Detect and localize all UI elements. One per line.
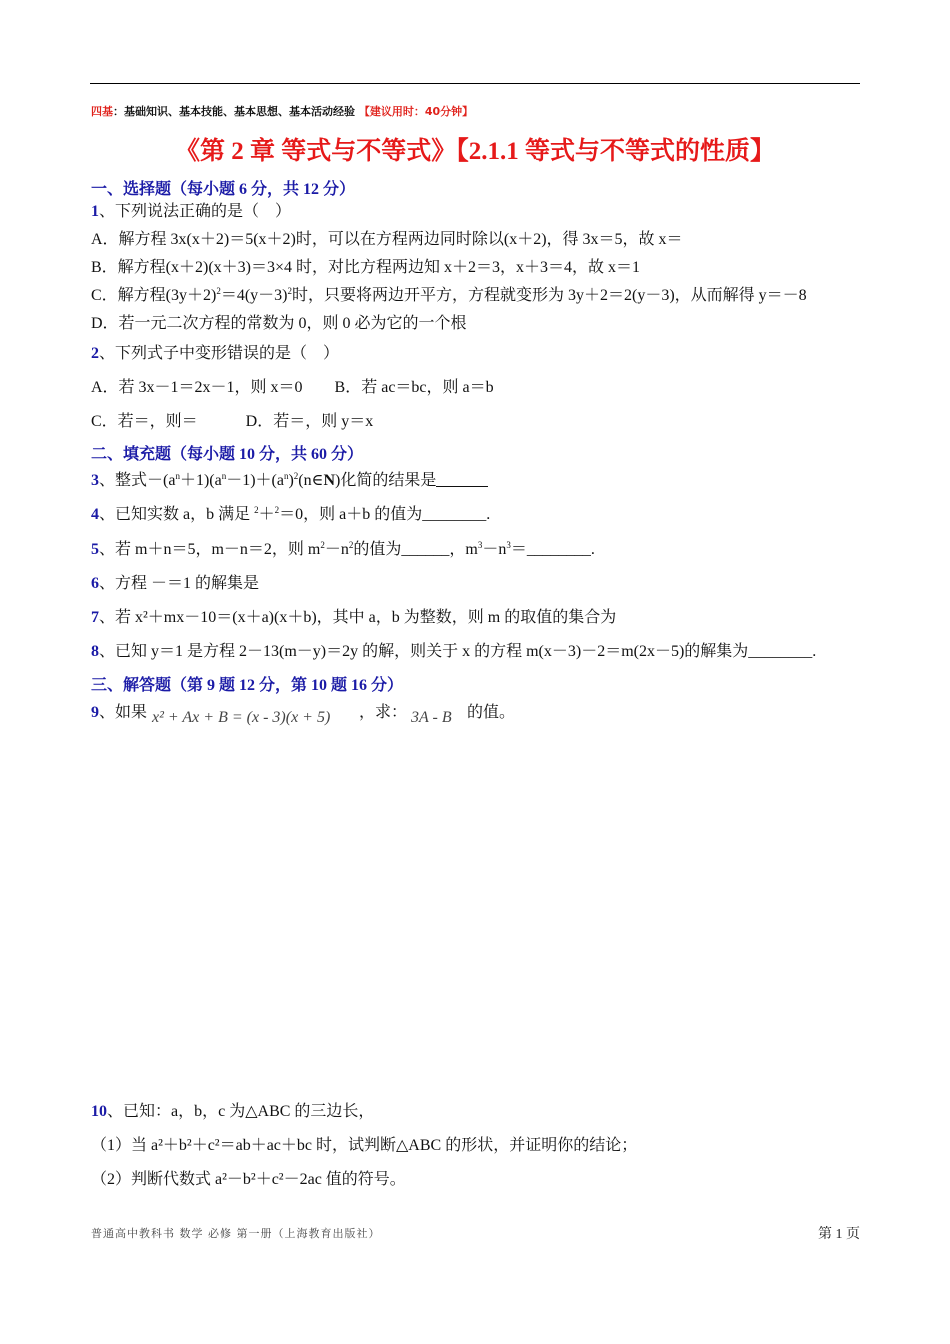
naturals-symbol: N: [323, 472, 336, 489]
tag-time: 【建议用时：40分钟】: [358, 105, 474, 118]
option-c-part: ＝4(y－3): [220, 287, 288, 304]
superscript: 2: [348, 540, 354, 550]
section-heading-answer: 三、解答题（第 9 题 12 分，第 10 题 16 分）: [91, 677, 404, 694]
header-rule: [90, 83, 860, 84]
q5-part: －n: [482, 541, 507, 558]
q10-part-2: （2）判断代数式 a²－b²＋c²－2ac 值的符号。: [91, 1171, 406, 1188]
question-number: 1: [91, 203, 99, 220]
q6-text: 、方程 －＝1 的解集是: [99, 575, 260, 592]
question-5: [91, 536, 595, 559]
q10-text: 、已知：a，b，c 为△ABC 的三边长，: [107, 1103, 375, 1120]
q1-option-d: D．若一元二次方程的常数为 0，则 0 必为它的一个根: [91, 315, 467, 332]
q3-part: －1)＋(a: [226, 472, 284, 489]
q3-part: )化简的结果是: [335, 472, 437, 489]
q4-part: 、已知实数 a，b 满足: [99, 506, 255, 523]
option-c-part: 时，只要将两边开平方，方程就变形为 3y＋2＝2(y－3)，从而解得 y＝－8: [292, 287, 807, 304]
q3-part: ＋1)(a: [179, 472, 222, 489]
section-heading-fill: 二、填充题（每小题 10 分，共 60 分）: [91, 446, 364, 463]
question-8: [91, 638, 816, 661]
q9-part: 、如果: [99, 704, 148, 721]
q9-equation: x² + Ax + B = (x - 3)(x + 5): [152, 709, 331, 726]
footer-book-title: 普通高中教科书 数学 必修 第一册（上海教育出版社）: [91, 1227, 381, 1240]
question-number: 6: [91, 575, 99, 592]
question-number: 9: [91, 704, 99, 721]
superscript: n: [283, 471, 289, 481]
question-7: [91, 604, 616, 627]
superscript: 2: [293, 471, 299, 481]
question-number: 10: [91, 1103, 107, 1120]
question-number: 3: [91, 472, 99, 489]
page-title: 《第 2 章 等式与不等式》【2.1.1 等式与不等式的性质】: [174, 138, 775, 165]
q3-part: ): [288, 472, 294, 489]
q5-part: －n: [324, 541, 349, 558]
answer-blank: [436, 472, 488, 487]
q7-text: 、若 x²＋mx－10＝(x＋a)(x＋b)，其中 a，b 为整数，则 m 的取值的集合为: [99, 609, 617, 626]
option-c-part: C．解方程(3y＋2): [91, 287, 217, 304]
superscript: n: [175, 471, 180, 481]
question-10-stem: [91, 1098, 374, 1121]
q8-text: 、已知 y＝1 是方程 2－13(m－y)＝2y 的解，则关于 x 的方程 m(x－3)－2＝m(2x－5)的解集为________.: [99, 643, 817, 660]
superscript: n: [221, 471, 227, 481]
superscript: 2: [254, 505, 259, 515]
q1-option-c: [91, 282, 807, 305]
section-heading-choice: 一、选择题（每小题 6 分，共 12 分）: [91, 181, 356, 198]
q5-part: 、若 m＋n＝5，m－n＝2，则 m: [99, 541, 321, 558]
question-6: [91, 570, 259, 593]
question-text: 、下列式子中变形错误的是（ ）: [99, 345, 340, 362]
superscript: 2: [216, 286, 221, 296]
q5-part: 的值为______，m: [353, 541, 478, 558]
superscript: 2: [320, 540, 325, 550]
question-number: 7: [91, 609, 99, 626]
tag-label: 四基: [91, 105, 113, 118]
q2-options-ab: A．若 3x－1＝2x－1，则 x＝0 B．若 ac＝bc，则 a＝b: [91, 379, 494, 396]
q9-expression: 3A - B: [411, 709, 452, 726]
superscript: 3: [477, 540, 483, 550]
q2-options-cd: C．若＝，则＝ D．若＝，则 y＝x: [91, 413, 374, 430]
question-4: [91, 501, 490, 524]
q3-part: 、整式－(a: [99, 472, 176, 489]
question-text: 、下列说法正确的是（ ）: [99, 203, 292, 220]
superscript: 2: [287, 286, 293, 296]
page-number: 第 1 页: [818, 1227, 860, 1242]
superscript: 2: [274, 505, 280, 515]
question-number: 4: [91, 506, 99, 523]
question-number: 5: [91, 541, 99, 558]
q1-option-b: B．解方程(x＋2)(x＋3)＝3×4 时，对比方程两边知 x＋2＝3，x＋3＝4，故 x＝1: [91, 259, 641, 276]
question-number: 2: [91, 345, 99, 362]
question-3: [91, 467, 488, 490]
q4-part: ＋: [258, 506, 275, 523]
question-number: 8: [91, 643, 99, 660]
q4-part: ＝0，则 a＋b 的值为________.: [279, 506, 491, 523]
q3-part: (n∈: [298, 472, 324, 489]
question-2-stem: [91, 340, 339, 363]
q1-option-a: A．解方程 3x(x＋2)＝5(x＋2)时，可以在方程两边同时除以(x＋2)，得 3x＝5，故 x＝: [91, 231, 683, 248]
q9-part: ，求：: [359, 704, 408, 721]
header-tag: [91, 103, 473, 119]
superscript: 3: [506, 540, 511, 550]
tag-text: ：基础知识、基本技能、基本思想、基本活动经验: [113, 105, 355, 118]
q10-part-1: （1）当 a²＋b²＋c²＝ab＋ac＋bc 时，试判断△ABC 的形状，并证明你的结论；: [91, 1137, 638, 1154]
q9-part: 的值。: [467, 704, 516, 721]
question-1-stem: [91, 198, 291, 221]
q5-part: ＝________.: [510, 541, 595, 558]
question-9: [91, 699, 147, 722]
